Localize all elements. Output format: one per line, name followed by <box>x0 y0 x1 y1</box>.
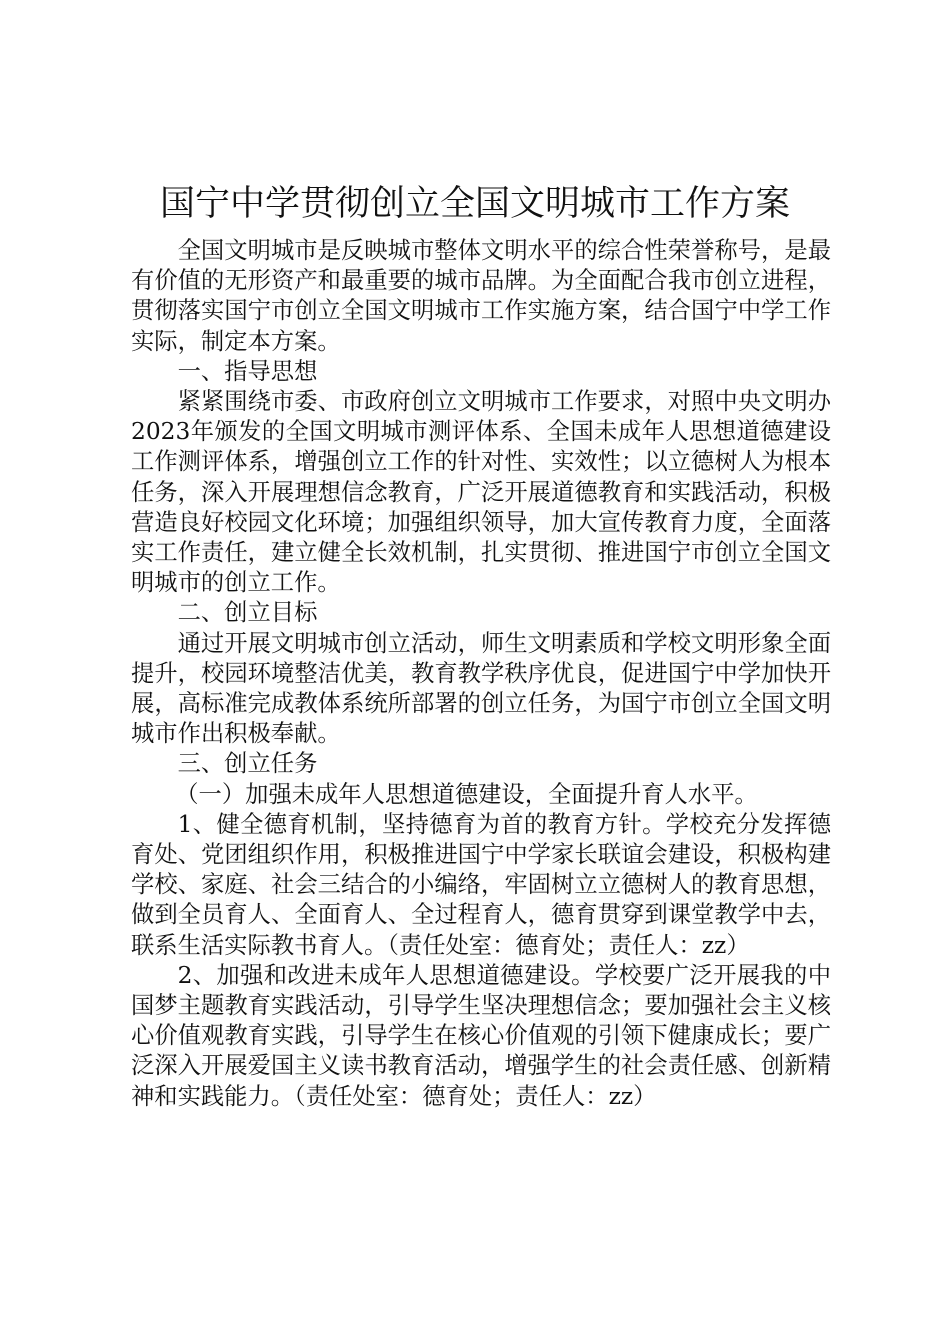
task-item-2: 2、加强和改进未成年人思想道德建设。学校要广泛开展我的中国梦主题教育实践活动，引导学生坚决理想信念；要加强社会主义核心价值观教育实践，引导学生在核心价值观的引领下健康成长；要广泛深入开展爱国主义读书教育活动，增强学生的社会责任感、创新精神和实践能力。（责任处室：德育处；责任人：zz） <box>131 961 831 1110</box>
section-heading-tasks: 三、创立任务 <box>177 750 318 778</box>
section-heading-goals: 二、创立目标 <box>177 599 318 627</box>
section-heading-guiding-ideology: 一、指导思想 <box>177 357 318 385</box>
task-item-1: 1、健全德育机制，坚持德育为首的教育方针。学校充分发挥德育处、党团组织作用，积极推进国宁中学家长联谊会建设，积极构建学校、家庭、社会三结合的小编络，牢固树立立德树人的教育思想，做到全员育人、全面育人、全过程育人，德育贯穿到课堂教学中去，联系生活实际教书育人。（责任处室：德育处；责任人：zz） <box>131 810 831 959</box>
intro-paragraph: 全国文明城市是反映城市整体文明水平的综合性荣誉称号，是最有价值的无形资产和最重要的城市品牌。为全面配合我市创立进程，贯彻落实国宁市创立全国文明城市工作实施方案，结合国宁中学工作实际，制定本方案。 <box>131 237 831 355</box>
subsection-heading-moral-education: （一）加强未成年人思想道德建设，全面提升育人水平。 <box>175 780 758 808</box>
document-body <box>131 236 831 1112</box>
goals-paragraph: 通过开展文明城市创立活动，师生文明素质和学校文明形象全面提升，校园环境整洁优美，教育教学秩序优良，促进国宁中学加快开展，高标准完成教体系统所部署的创立任务，为国宁市创立全国文明城市作出积极奉献。 <box>131 629 831 748</box>
document-title: 国宁中学贯彻创立全国文明城市工作方案 <box>159 184 790 224</box>
guiding-ideology-paragraph: 紧紧围绕市委、市政府创立文明城市工作要求，对照中央文明办2023年颁发的全国文明城市测评体系、全国未成年人思想道德建设工作测评体系，增强创立工作的针对性、实效性；以立德树人为根本任务，深入开展理想信念教育，广泛开展道德教育和实践活动，积极营造良好校园文化环境；加强组织领导，加大宣传教育力度，全面落实工作责任，建立健全长效机制，扎实贯彻、推进国宁市创立全国文明城市的创立工作。 <box>131 388 831 597</box>
